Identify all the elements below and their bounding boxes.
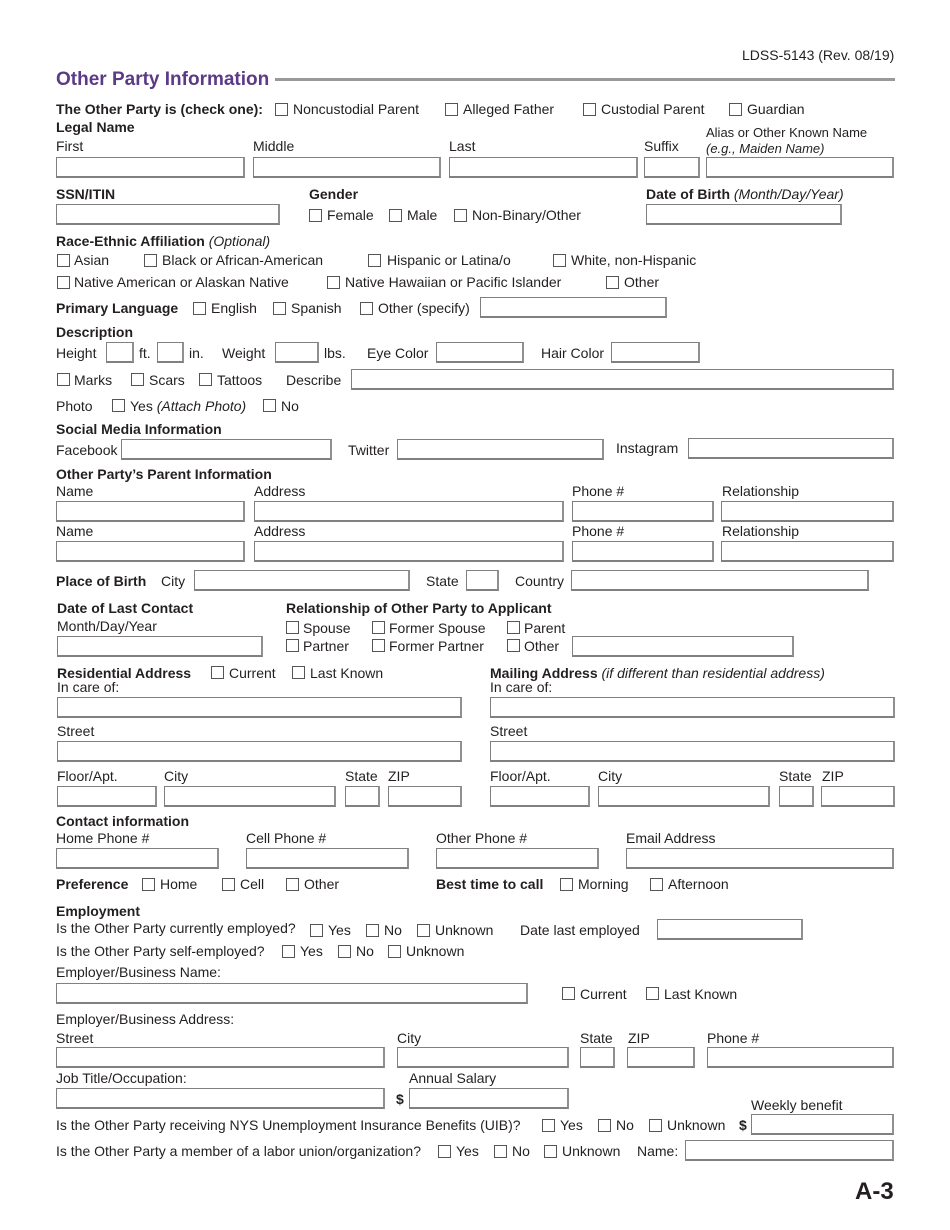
option-label: Former Partner — [389, 638, 484, 654]
checkbox-native-american[interactable] — [57, 276, 70, 289]
race-hint: (Optional) — [208, 233, 271, 249]
res-floor-label: Floor/Apt. — [57, 768, 118, 784]
parent2-name-label: Name — [56, 523, 94, 539]
language-label: Primary Language — [56, 300, 179, 316]
email-input[interactable] — [626, 848, 894, 869]
res-city-input[interactable] — [164, 786, 336, 807]
language-other-input[interactable] — [480, 297, 667, 318]
birth-country-input[interactable] — [571, 570, 869, 591]
parent1-name-label: Name — [56, 483, 94, 499]
checkbox-pref-other[interactable] — [286, 878, 299, 891]
parent2-phone-label: Phone # — [572, 523, 625, 539]
emp-zip-label: ZIP — [628, 1030, 650, 1046]
res-care-of-label: In care of: — [57, 679, 120, 695]
checkbox-employer-current[interactable] — [562, 987, 575, 1000]
option-label: Yes — [560, 1117, 583, 1133]
option-label: Unknown — [562, 1143, 621, 1159]
q-uib: Is the Other Party receiving NYS Unemployment Insurance Benefits (UIB)? — [56, 1117, 521, 1133]
emp-state-label: State — [580, 1030, 613, 1046]
option-label: Partner — [303, 638, 349, 654]
option-label: Tattoos — [217, 372, 263, 388]
option-label: Current — [580, 986, 627, 1002]
res-city-label: City — [164, 768, 189, 784]
checkbox-scars[interactable] — [131, 373, 144, 386]
option-label: Parent — [524, 620, 566, 636]
option-label: Morning — [578, 876, 629, 892]
facebook-input[interactable] — [121, 439, 332, 460]
employment-title: Employment — [56, 903, 141, 919]
option-label: No — [616, 1117, 634, 1133]
email-label: Email Address — [626, 830, 716, 846]
checkbox-guardian[interactable] — [729, 103, 742, 116]
parent1-phone-label: Phone # — [572, 483, 625, 499]
option-label: Other — [304, 876, 340, 892]
parent1-relationship-label: Relationship — [722, 483, 800, 499]
describe-label: Describe — [286, 372, 342, 388]
section-title: Other Party Information — [56, 69, 270, 90]
residential-label: Residential Address — [57, 665, 192, 681]
option-label: English — [211, 300, 257, 316]
option-label: Marks — [74, 372, 113, 388]
option-label: Cell — [240, 876, 265, 892]
option-label: Former Spouse — [389, 620, 486, 636]
checkbox-race-other[interactable] — [606, 276, 619, 289]
checkbox-uib-unknown[interactable] — [649, 1119, 662, 1132]
in-label: in. — [189, 345, 204, 361]
checkbox-former-spouse[interactable] — [372, 621, 385, 634]
party-type-label: The Other Party is (check one): — [56, 101, 263, 117]
dob-input[interactable] — [646, 204, 842, 225]
checkbox-uib-yes[interactable] — [542, 1119, 555, 1132]
twitter-input[interactable] — [397, 439, 604, 460]
photo-attach-hint: (Attach Photo) — [156, 398, 247, 414]
emp-street-input[interactable] — [56, 1047, 385, 1068]
option-label: No — [384, 922, 402, 938]
birth-country-label: Country — [515, 573, 565, 589]
form-id: LDSS-5143 (Rev. 08/19) — [742, 47, 895, 63]
res-state-input[interactable] — [345, 786, 380, 807]
hair-color-label: Hair Color — [541, 345, 605, 361]
birthplace-label: Place of Birth — [56, 573, 147, 589]
checkbox-partner[interactable] — [286, 639, 299, 652]
salary-label: Annual Salary — [409, 1070, 497, 1086]
option-label: Native American or Alaskan Native — [74, 274, 289, 290]
checkbox-relationship-other[interactable] — [507, 639, 520, 652]
checkbox-self-no[interactable] — [338, 945, 351, 958]
checkbox-tattoos[interactable] — [199, 373, 212, 386]
checkbox-uib-no[interactable] — [598, 1119, 611, 1132]
option-label: Last Known — [664, 986, 738, 1002]
mail-floor-label: Floor/Apt. — [490, 768, 551, 784]
checkbox-black[interactable] — [144, 254, 157, 267]
option-label: Guardian — [747, 101, 805, 117]
middle-name-label: Middle — [253, 138, 295, 154]
other-phone-label: Other Phone # — [436, 830, 528, 846]
mail-care-of-input[interactable] — [490, 697, 895, 718]
option-label: Yes — [456, 1143, 479, 1159]
birth-state-label: State — [426, 573, 459, 589]
social-title: Social Media Information — [56, 421, 222, 437]
mail-zip-input[interactable] — [821, 786, 895, 807]
hair-color-input[interactable] — [611, 342, 700, 363]
option-label: Asian — [74, 252, 110, 268]
last-contact-input[interactable] — [57, 636, 263, 657]
checkbox-parent[interactable] — [507, 621, 520, 634]
checkbox-alleged-father[interactable] — [445, 103, 458, 116]
checkbox-custodial-parent[interactable] — [583, 103, 596, 116]
job-title-label: Job Title/Occupation: — [56, 1070, 187, 1086]
checkbox-male[interactable] — [389, 209, 402, 222]
res-zip-input[interactable] — [388, 786, 462, 807]
eye-color-label: Eye Color — [367, 345, 429, 361]
checkbox-spanish[interactable] — [273, 302, 286, 315]
twitter-label: Twitter — [348, 442, 390, 458]
option-label: Home — [160, 876, 198, 892]
res-zip-label: ZIP — [388, 768, 410, 784]
parent1-name-input[interactable] — [56, 501, 245, 522]
best-time-label: Best time to call — [436, 876, 544, 892]
ft-label: ft. — [139, 345, 151, 361]
emp-zip-input[interactable] — [627, 1047, 695, 1068]
checkbox-marks[interactable] — [57, 373, 70, 386]
option-label: White, non-Hispanic — [571, 252, 697, 268]
option-label: Native Hawaiian or Pacific Islander — [345, 274, 562, 290]
emp-city-input[interactable] — [397, 1047, 569, 1068]
dob-hint: (Month/Day/Year) — [733, 186, 844, 202]
checkbox-female[interactable] — [309, 209, 322, 222]
option-label: Noncustodial Parent — [293, 101, 420, 117]
mail-street-label: Street — [490, 723, 528, 739]
option-label: Male — [407, 207, 438, 223]
parents-title: Other Party’s Parent Information — [56, 466, 272, 482]
preference-label: Preference — [56, 876, 129, 892]
res-care-of-input[interactable] — [57, 697, 462, 718]
mail-state-label: State — [779, 768, 812, 784]
ssn-input[interactable] — [56, 204, 280, 225]
header-divider — [275, 78, 895, 81]
checkbox-asian[interactable] — [57, 254, 70, 267]
checkbox-employed-unknown[interactable] — [417, 924, 430, 937]
weight-input[interactable] — [275, 342, 319, 363]
option-label: No — [356, 943, 374, 959]
mailing-label: Mailing Address — [490, 665, 598, 681]
weight-label: Weight — [222, 345, 266, 361]
checkbox-former-partner[interactable] — [372, 639, 385, 652]
checkbox-employed-no[interactable] — [366, 924, 379, 937]
option-label: Non-Binary/Other — [472, 207, 581, 223]
checkbox-employed-yes[interactable] — [310, 924, 323, 937]
option-label: Black or African-American — [162, 252, 324, 268]
photo-yes-label: Yes — [130, 398, 153, 414]
salary-dollar: $ — [396, 1091, 404, 1107]
emp-state-input[interactable] — [580, 1047, 615, 1068]
contact-title: Contact information — [56, 813, 189, 829]
checkbox-language-other[interactable] — [360, 302, 373, 315]
gender-label: Gender — [309, 186, 359, 202]
describe-input[interactable] — [351, 369, 894, 390]
mail-street-input[interactable] — [490, 741, 895, 762]
parent1-address-label: Address — [254, 483, 306, 499]
page-number: A-3 — [855, 1178, 894, 1205]
checkbox-pref-cell[interactable] — [222, 878, 235, 891]
union-name-input[interactable] — [685, 1140, 894, 1161]
parent2-relationship-input[interactable] — [721, 541, 894, 562]
checkbox-residential-last-known[interactable] — [292, 666, 305, 679]
checkbox-self-yes[interactable] — [282, 945, 295, 958]
option-label: Hispanic or Latina/o — [387, 252, 511, 268]
mail-city-input[interactable] — [598, 786, 770, 807]
relationship-other-input[interactable] — [572, 636, 794, 657]
option-label: Yes — [328, 922, 351, 938]
last-name-label: Last — [449, 138, 476, 154]
option-label: Other — [624, 274, 660, 290]
height-in-input[interactable] — [157, 342, 184, 363]
other-phone-input[interactable] — [436, 848, 599, 869]
parent1-address-input[interactable] — [254, 501, 564, 522]
checkbox-union-yes[interactable] — [438, 1145, 451, 1158]
photo-label: Photo — [56, 398, 93, 414]
parent2-address-input[interactable] — [254, 541, 564, 562]
weekly-benefit-label: Weekly benefit — [751, 1097, 843, 1113]
emp-street-label: Street — [56, 1030, 94, 1046]
first-name-label: First — [56, 138, 84, 154]
checkbox-nonbinary[interactable] — [454, 209, 467, 222]
checkbox-hispanic[interactable] — [368, 254, 381, 267]
q-employed: Is the Other Party currently employed? — [56, 920, 296, 936]
relationship-label: Relationship of Other Party to Applicant — [286, 600, 552, 616]
option-label: Other — [524, 638, 560, 654]
checkbox-white[interactable] — [553, 254, 566, 267]
checkbox-photo-yes[interactable] — [112, 399, 125, 412]
cell-phone-label: Cell Phone # — [246, 830, 327, 846]
res-street-input[interactable] — [57, 741, 462, 762]
cell-phone-input[interactable] — [246, 848, 409, 869]
checkbox-spouse[interactable] — [286, 621, 299, 634]
parent1-phone-input[interactable] — [572, 501, 714, 522]
option-label: Spanish — [291, 300, 342, 316]
emp-phone-label: Phone # — [707, 1030, 760, 1046]
option-label: Unknown — [667, 1117, 726, 1133]
eye-color-input[interactable] — [436, 342, 524, 363]
mail-care-of-label: In care of: — [490, 679, 553, 695]
lbs-label: lbs. — [324, 345, 346, 361]
mailing-hint: (if different than residential address) — [601, 665, 825, 681]
checkbox-noncustodial-parent[interactable] — [275, 103, 288, 116]
birth-city-label: City — [161, 573, 186, 589]
birth-city-input[interactable] — [194, 570, 410, 591]
option-label: Yes — [300, 943, 323, 959]
union-name-label: Name: — [637, 1143, 679, 1159]
instagram-label: Instagram — [616, 440, 679, 456]
date-last-employed-input[interactable] — [657, 919, 803, 940]
checkbox-self-unknown[interactable] — [388, 945, 401, 958]
facebook-label: Facebook — [56, 442, 118, 458]
instagram-input[interactable] — [688, 438, 894, 459]
dob-label-group — [646, 186, 844, 202]
checkbox-employer-last-known[interactable] — [646, 987, 659, 1000]
alias-input[interactable] — [706, 157, 894, 178]
parent1-relationship-input[interactable] — [721, 501, 894, 522]
race-label: Race-Ethnic Affiliation — [56, 233, 205, 249]
last-contact-hint: Month/Day/Year — [57, 618, 157, 634]
parent2-relationship-label: Relationship — [722, 523, 800, 539]
photo-no-label: No — [281, 398, 299, 414]
home-phone-label: Home Phone # — [56, 830, 150, 846]
race-label-group — [56, 233, 270, 249]
checkbox-pref-home[interactable] — [142, 878, 155, 891]
birth-state-input[interactable] — [466, 570, 499, 591]
option-label: Custodial Parent — [601, 101, 705, 117]
height-ft-input[interactable] — [106, 342, 134, 363]
emp-phone-input[interactable] — [707, 1047, 894, 1068]
option-label: Afternoon — [668, 876, 729, 892]
job-title-input[interactable] — [56, 1088, 385, 1109]
photo-yes-group — [130, 398, 246, 414]
option-label: Current — [229, 665, 276, 681]
res-state-label: State — [345, 768, 378, 784]
salary-input[interactable] — [409, 1088, 569, 1109]
q-union: Is the Other Party a member of a labor union/organization? — [56, 1143, 421, 1159]
q-self-employed: Is the Other Party self-employed? — [56, 943, 265, 959]
res-street-label: Street — [57, 723, 95, 739]
height-label: Height — [56, 345, 97, 361]
checkbox-morning[interactable] — [560, 878, 573, 891]
parent2-name-input[interactable] — [56, 541, 245, 562]
emp-city-label: City — [397, 1030, 422, 1046]
home-phone-input[interactable] — [56, 848, 219, 869]
option-label: Female — [327, 207, 374, 223]
option-label: Scars — [149, 372, 185, 388]
option-label: No — [512, 1143, 530, 1159]
first-name-input[interactable] — [56, 157, 245, 178]
mail-zip-label: ZIP — [822, 768, 844, 784]
alias-label: Alias or Other Known Name — [706, 125, 868, 140]
option-label: Alleged Father — [463, 101, 555, 117]
checkbox-union-unknown[interactable] — [544, 1145, 557, 1158]
parent2-address-label: Address — [254, 523, 306, 539]
weekly-dollar: $ — [739, 1117, 747, 1133]
checkbox-native-hawaiian[interactable] — [327, 276, 340, 289]
alias-hint: (e.g., Maiden Name) — [706, 141, 825, 156]
ssn-label: SSN/ITIN — [56, 186, 116, 202]
last-name-input[interactable] — [449, 157, 638, 178]
checkbox-afternoon[interactable] — [650, 878, 663, 891]
parent2-phone-input[interactable] — [572, 541, 714, 562]
legal-name-title: Legal Name — [56, 119, 135, 135]
suffix-label: Suffix — [644, 138, 679, 154]
employer-address-label: Employer/Business Address: — [56, 1011, 235, 1027]
description-title: Description — [56, 324, 134, 340]
option-label: Spouse — [303, 620, 351, 636]
weekly-benefit-input[interactable] — [751, 1114, 894, 1135]
checkbox-union-no[interactable] — [494, 1145, 507, 1158]
dob-label: Date of Birth — [646, 186, 730, 202]
mail-state-input[interactable] — [779, 786, 814, 807]
option-label: Unknown — [406, 943, 465, 959]
middle-name-input[interactable] — [253, 157, 441, 178]
employer-name-input[interactable] — [56, 983, 528, 1004]
last-contact-label: Date of Last Contact — [57, 600, 194, 616]
option-label: Other (specify) — [378, 300, 470, 316]
mail-city-label: City — [598, 768, 623, 784]
res-floor-input[interactable] — [57, 786, 157, 807]
suffix-input[interactable] — [644, 157, 700, 178]
checkbox-residential-current[interactable] — [211, 666, 224, 679]
employer-name-label: Employer/Business Name: — [56, 964, 221, 980]
checkbox-english[interactable] — [193, 302, 206, 315]
option-label: Last Known — [310, 665, 384, 681]
option-label: Unknown — [435, 922, 494, 938]
mail-floor-input[interactable] — [490, 786, 590, 807]
checkbox-photo-no[interactable] — [263, 399, 276, 412]
date-last-employed-label: Date last employed — [520, 922, 640, 938]
